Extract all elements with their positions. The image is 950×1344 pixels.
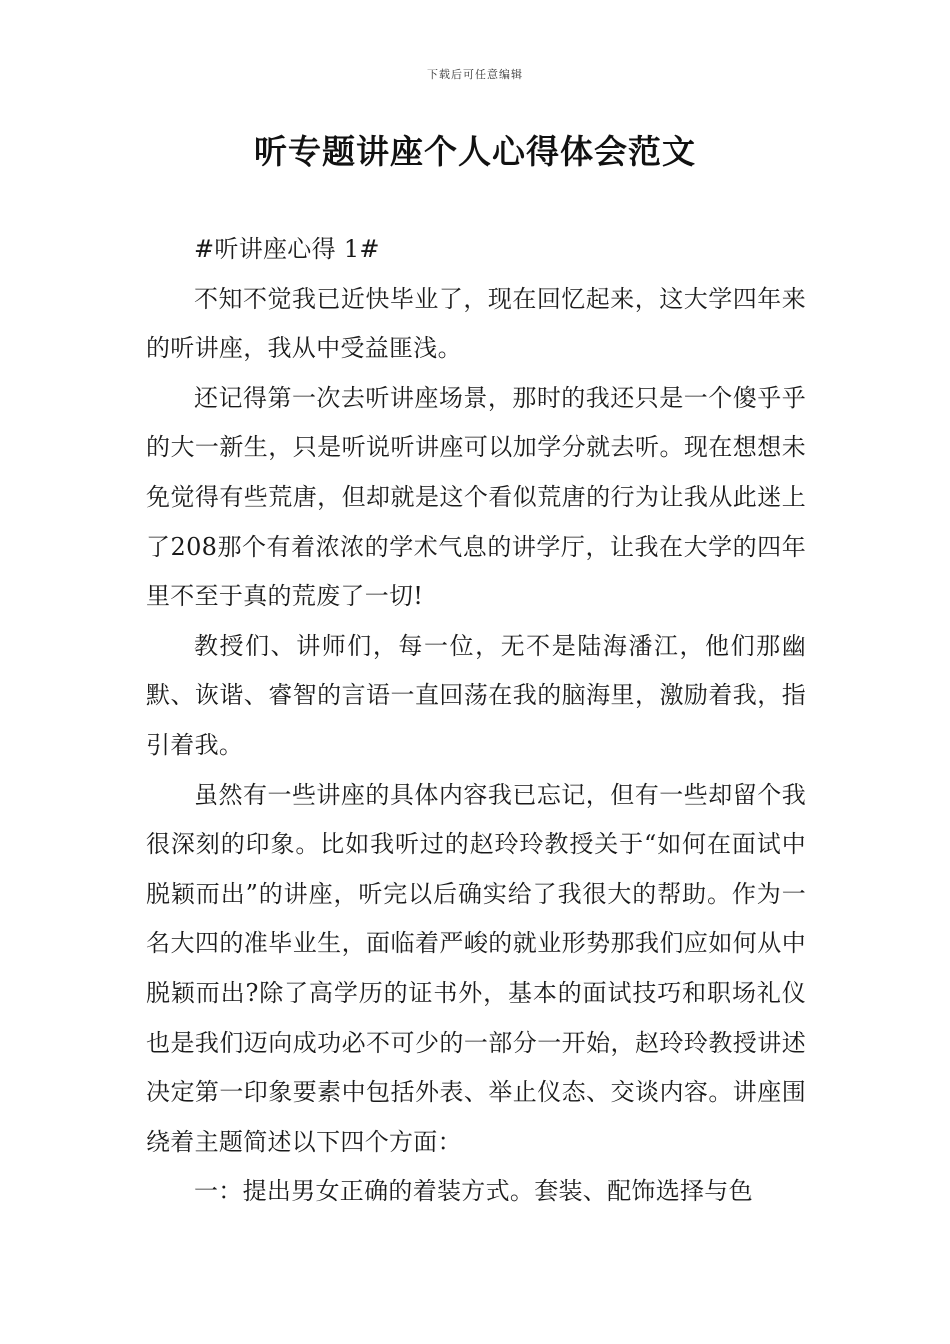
body-paragraph: 不知不觉我已近快毕业了，现在回忆起来，这大学四年来的听讲座，我从中受益匪浅。 bbox=[146, 284, 806, 363]
header-note: 下载后可任意编辑 bbox=[427, 68, 523, 81]
body-paragraph: 还记得第一次去听讲座场景，那时的我还只是一个傻乎乎的大一新生，只是听说听讲座可以加学分就去听。现在想想未免觉得有些荒唐，但却就是这个看似荒唐的行为让我从此迷上了208那个有着浓浓的学术气息的讲学厅，让我在大学的四年里不至于真的荒废了一切! bbox=[146, 383, 806, 611]
document-body bbox=[146, 225, 806, 1217]
body-paragraph: 虽然有一些讲座的具体内容我已忘记，但有一些却留个我很深刻的印象。比如我听过的赵玲玲教授关于“如何在面试中脱颖而出”的讲座，听完以后确实给了我很大的帮助。作为一名大四的准毕业生，面临着严峻的就业形势那我们应如何从中脱颖而出?除了高学历的证书外，基本的面试技巧和职场礼仪也是我们迈向成功必不可少的一部分一开始，赵玲玲教授讲述决定第一印象要素中包括外表、举止仪态、交谈内容。讲座围绕着主题简述以下四个方面： bbox=[146, 780, 806, 1156]
document-title: 听专题讲座个人心得体会范文 bbox=[254, 132, 696, 171]
section-heading: #听讲座心得 1# bbox=[194, 235, 380, 263]
body-paragraph: 一：提出男女正确的着装方式。套装、配饰选择与色 bbox=[194, 1177, 753, 1206]
body-paragraph: 教授们、讲师们，每一位，无不是陆海潘江，他们那幽默、诙谐、睿智的言语一直回荡在我的脑海里，激励着我，指引着我。 bbox=[146, 631, 806, 759]
